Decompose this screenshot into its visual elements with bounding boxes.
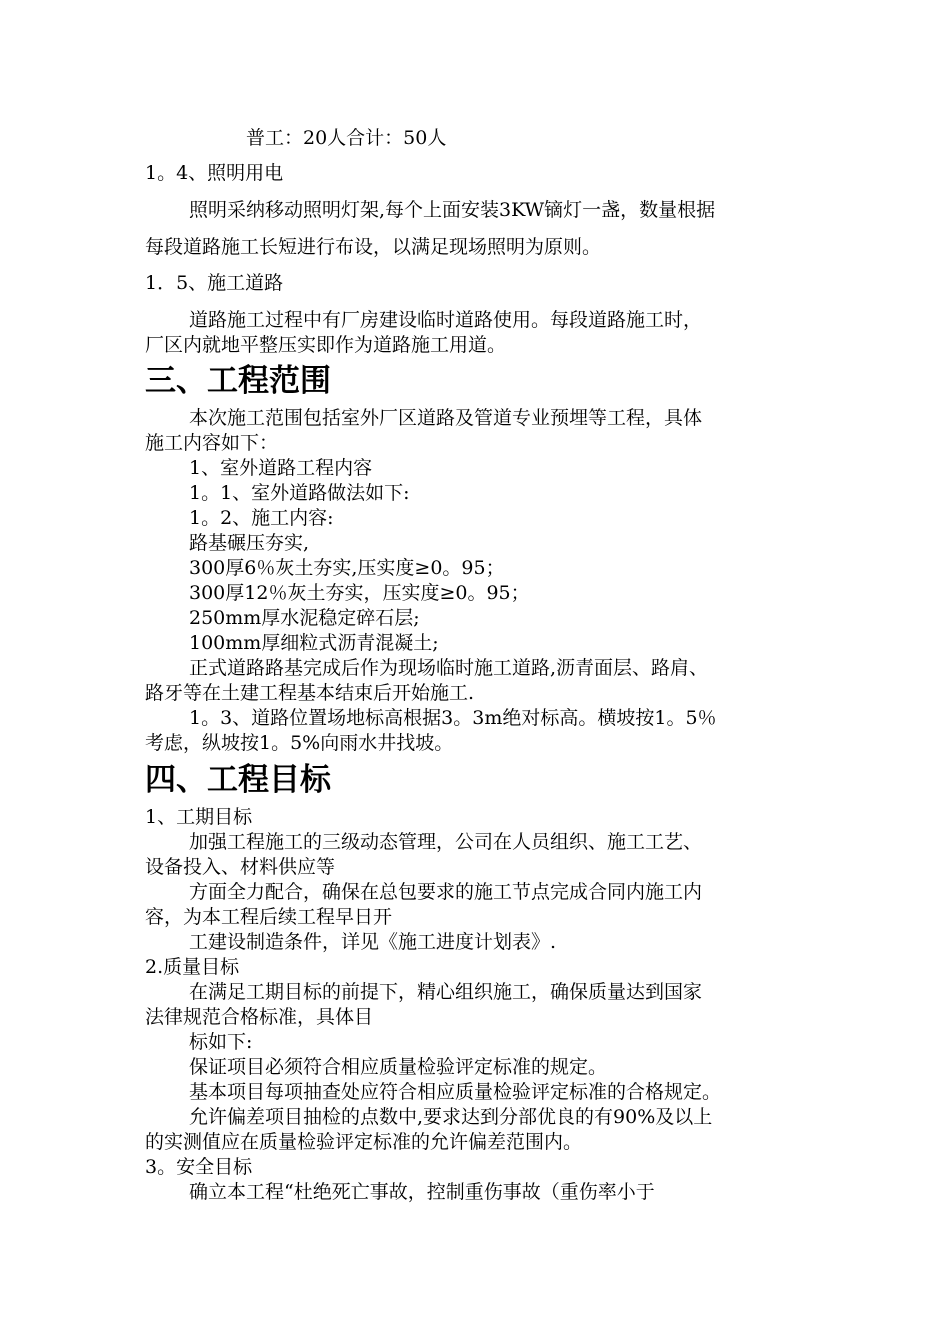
text-line: 厂区内就地平整压实即作为道路施工用道。 [145, 334, 507, 356]
text-line: 1。2、施工内容: [189, 507, 334, 529]
text-line: 100mm厚细粒式沥青混凝土; [189, 632, 439, 654]
section-title: 1。4、照明用电 [145, 162, 284, 184]
text-line: 1。3、道路位置场地标高根据3。3m绝对标高。横坡按1。5％ [189, 707, 717, 729]
text-line: 的实测值应在质量检验评定标准的允许偏差范围内。 [145, 1131, 583, 1153]
text-line: 在满足工期目标的前提下，精心组织施工，确保质量达到国家 [189, 981, 703, 1003]
heading-goals: 四、工程目标 [145, 762, 331, 798]
text-line: 施工内容如下： [145, 432, 279, 454]
heading-scope: 三、工程范围 [145, 363, 331, 399]
text-line: 路基碾压夯实, [189, 532, 310, 554]
section-title: 1、工期目标 [145, 806, 253, 828]
text-line: 保证项目必须符合相应质量检验评定标准的规定。 [189, 1056, 608, 1078]
text-line: 方面全力配合，确保在总包要求的施工节点完成合同内施工内 [189, 881, 703, 903]
text-line: 容，为本工程后续工程早日开 [145, 906, 393, 928]
text-line: 考虑，纵坡按1。5%向雨水井找坡。 [145, 732, 454, 754]
text-line: 确立本工程“杜绝死亡事故，控制重伤事故（重伤率小于 [189, 1181, 655, 1203]
text-line: 每段道路施工长短进行布设，以满足现场照明为原则。 [145, 236, 602, 258]
text-line: 标如下: [189, 1031, 253, 1053]
text-line: 工建设制造条件，详见《施工进度计划表》. [189, 931, 557, 953]
text-line: 正式道路路基完成后作为现场临时施工道路,沥青面层、路肩、 [189, 657, 709, 679]
text-line: 1。1、室外道路做法如下: [189, 482, 410, 504]
text-line: 加强工程施工的三级动态管理，公司在人员组织、施工工艺、 [189, 831, 703, 853]
text-line: 道路施工过程中有厂房建设临时道路使用。每段道路施工时， [189, 309, 703, 331]
section-title: 3。安全目标 [145, 1156, 253, 1178]
text-line: 300厚12％灰土夯实，压实度≥0。95； [189, 582, 530, 604]
text-line: 300厚6％灰土夯实,压实度≥0。95； [189, 557, 505, 579]
text-line: 基本项目每项抽查处应符合相应质量检验评定标准的合格规定。 [189, 1081, 722, 1103]
text-line: 路牙等在土建工程基本结束后开始施工. [145, 682, 475, 704]
text-line: 普工：20人合计：50人 [246, 127, 447, 149]
section-title: 1．5、施工道路 [145, 272, 284, 294]
text-line: 照明采纳移动照明灯架,每个上面安装3KW镝灯一盏，数量根据 [189, 199, 716, 221]
text-line: 250mm厚水泥稳定碎石层; [189, 607, 420, 629]
section-title: 1、室外道路工程内容 [189, 457, 373, 479]
text-line: 设备投入、材料供应等 [145, 856, 336, 878]
text-line: 允许偏差项目抽检的点数中,要求达到分部优良的有90%及以上 [189, 1106, 713, 1128]
text-line: 法律规范合格标准，具体目 [145, 1006, 374, 1028]
text-line: 本次施工范围包括室外厂区道路及管道专业预埋等工程，具体 [189, 407, 703, 429]
section-title: 2.质量目标 [145, 956, 240, 978]
